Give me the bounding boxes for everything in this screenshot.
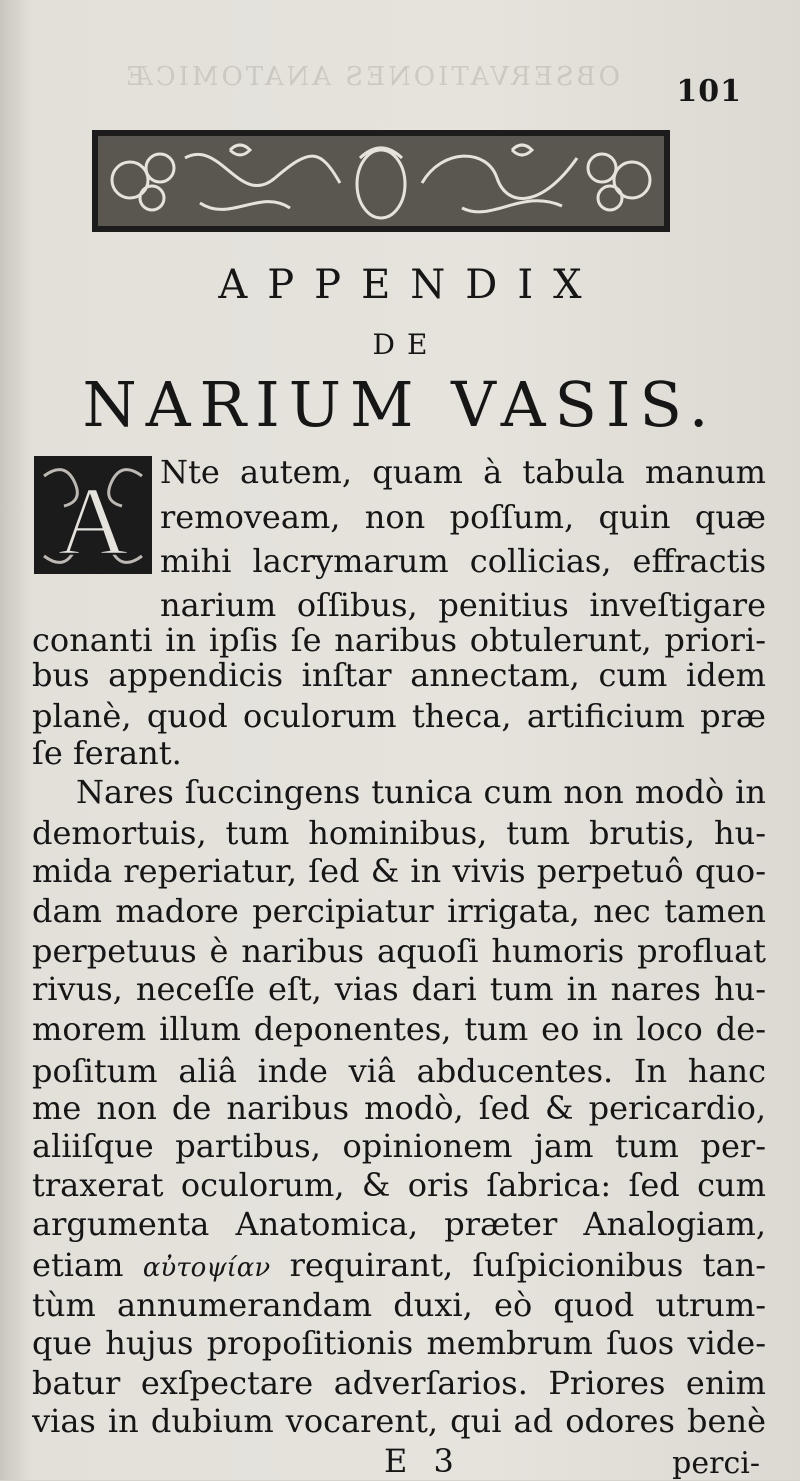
catchword: perci- — [672, 1446, 760, 1481]
text-line: Nte autem, quam à tabula manum — [160, 453, 766, 491]
page-number: 101 — [676, 74, 742, 109]
initial-letter: A — [57, 468, 129, 574]
text-line: removeam, non poſſum, quin quæ — [160, 498, 766, 536]
text-line: ſe ferant. — [32, 734, 182, 772]
text-line: aliiſque partibus, opinionem jam tum per- — [32, 1127, 766, 1165]
text-line: me non de naribus modò, ſed & pericardio, — [32, 1089, 766, 1127]
text-line: perpetuus è naribus aquoſi humoris profluat — [32, 932, 766, 970]
text-line: Nares ſuccingens tunica cum non modò in — [76, 773, 766, 811]
text-line-rest: requirant, ſuſpicionibus tan- — [289, 1246, 766, 1284]
text-line: vias in dubium vocarent, qui ad odores benè — [32, 1402, 766, 1440]
text-line: bus appendicis inſtar annectam, cum idem — [32, 656, 766, 694]
text-line: dam madore percipiatur irrigata, nec tamen — [32, 892, 766, 930]
text-line: morem illum deponentes, tum eo in loco de- — [32, 1010, 766, 1048]
title-de: DE — [372, 328, 440, 361]
show-through-running-head: OBSERVATIONES ANATOMICÆ — [123, 62, 620, 92]
text-line: poſitum aliâ inde viâ abducentes. In hanc — [32, 1052, 766, 1090]
text-line: rivus, neceſſe eſt, vias dari tum in nares hu- — [32, 970, 766, 1008]
greek-word: αὐτοψίαν — [142, 1253, 271, 1283]
text-line-prefix: etiam — [32, 1246, 143, 1284]
text-line: que hujus propoſitionis membrum ſuos vide- — [32, 1324, 766, 1362]
text-line: planè, quod oculorum theca, artificium præ — [32, 697, 766, 735]
text-line: mida reperiatur, ſed & in vivis perpetuô quo- — [32, 852, 766, 890]
title-narium-vasis: NARIUM VASIS. — [82, 368, 718, 441]
text-line: argumenta Anatomica, præter Analogiam, — [32, 1205, 766, 1243]
title-appendix: APPENDIX — [218, 262, 602, 308]
signature-mark: E 3 — [384, 1442, 462, 1480]
text-line — [32, 1245, 766, 1288]
text-line: conanti in ipſis ſe naribus obtulerunt, priori- — [32, 621, 766, 659]
text-line: demortuis, tum hominibus, tum brutis, hu- — [32, 814, 766, 852]
text-line: tùm annumerandam duxi, eò quod utrum- — [32, 1286, 766, 1324]
text-line: batur exſpectare adverſarios. Priores enim — [32, 1364, 766, 1402]
text-line: mihi lacrymarum collicias, effractis — [160, 542, 766, 580]
text-line: traxerat oculorum, & oris ſabrica: ſed cum — [32, 1166, 766, 1204]
text-line: narium oſſibus, penitius inveſtigare — [160, 586, 766, 624]
